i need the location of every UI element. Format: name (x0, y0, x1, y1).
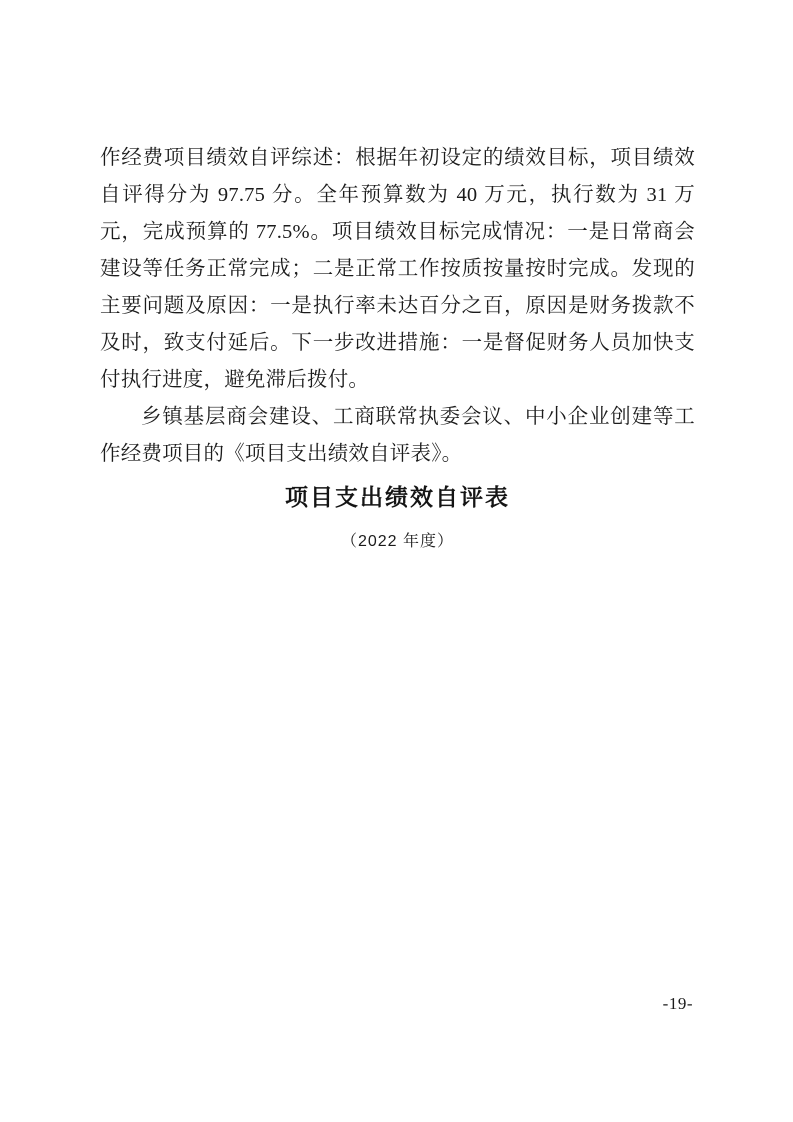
page-content (100, 140, 695, 551)
page-number: -19- (662, 994, 693, 1013)
paragraph-project-reference: 乡镇基层商会建设、工商联常执委会议、中小企业创建等工作经费项目的《项目支出绩效自评表》。 (100, 406, 695, 465)
page-title: 项目支出绩效自评表 (285, 485, 510, 510)
page-subtitle-year: （2022 年度） (340, 533, 455, 550)
paragraph-performance-summary: 作经费项目绩效自评综述：根据年初设定的绩效目标，项目绩效自评得分为 97.75 分。全年预算数为 40 万元，执行数为 31 万元，完成预算的 77.5%。项目绩效目标完成情况：一是日常商会建设等任务正常完成；二是正常工作按质按量按时完成。发现的主要问题及原因：一是执行率未达百分之百，原因是财务拨款不及时，致支付延后。下一步改进措施：一是督促财务人员加快支付执行进度，避免滞后拨付。 (100, 147, 695, 391)
